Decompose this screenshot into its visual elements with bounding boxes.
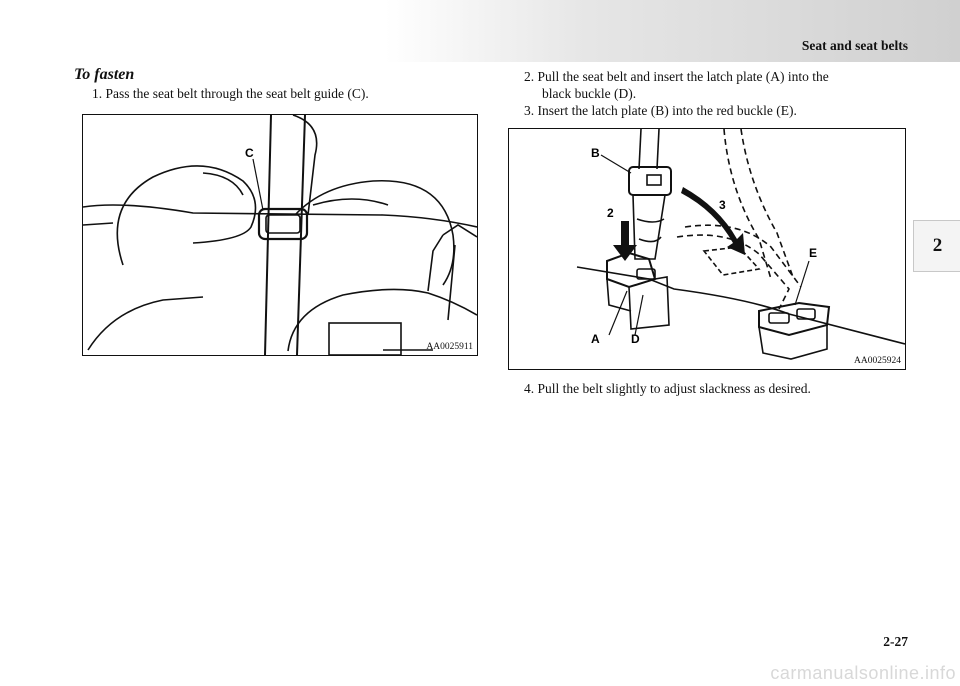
step-2-line-2: black buckle (D). [542,86,637,101]
step-1-text: 1. Pass the seat belt through the seat belt guide (C). [92,86,369,101]
buckle-illustration [509,129,905,369]
callout-2: 2 [607,206,614,220]
figure-code: AA0025911 [426,342,473,352]
page-header-title: Seat and seat belts [801,38,908,53]
chapter-tab-number: 2 [932,235,943,256]
callout-3: 3 [719,198,726,212]
step-2-line-1: 2. Pull the seat belt and insert the latch plate (A) into the [524,69,829,84]
watermark: carmanualsonline.info [770,663,956,683]
step-3-text: 3. Insert the latch plate (B) into the red buckle (E). [524,103,797,118]
callout-d: D [631,332,640,346]
figure-seat-belt-guide [82,114,478,356]
figure-buckles [508,128,906,370]
figure-code: AA0025924 [854,356,901,366]
section-heading: To fasten [74,66,135,83]
step-4-text: 4. Pull the belt slightly to adjust slackness as desired. [524,381,811,396]
callout-e: E [809,246,818,260]
callout-b: B [591,146,600,160]
page-number: 2-27 [883,634,908,649]
chapter-tab[interactable] [913,220,960,272]
seat-belt-guide-illustration [83,115,477,355]
step-2-text [524,68,904,102]
callout-c: C [245,146,254,160]
callout-a: A [591,332,600,346]
